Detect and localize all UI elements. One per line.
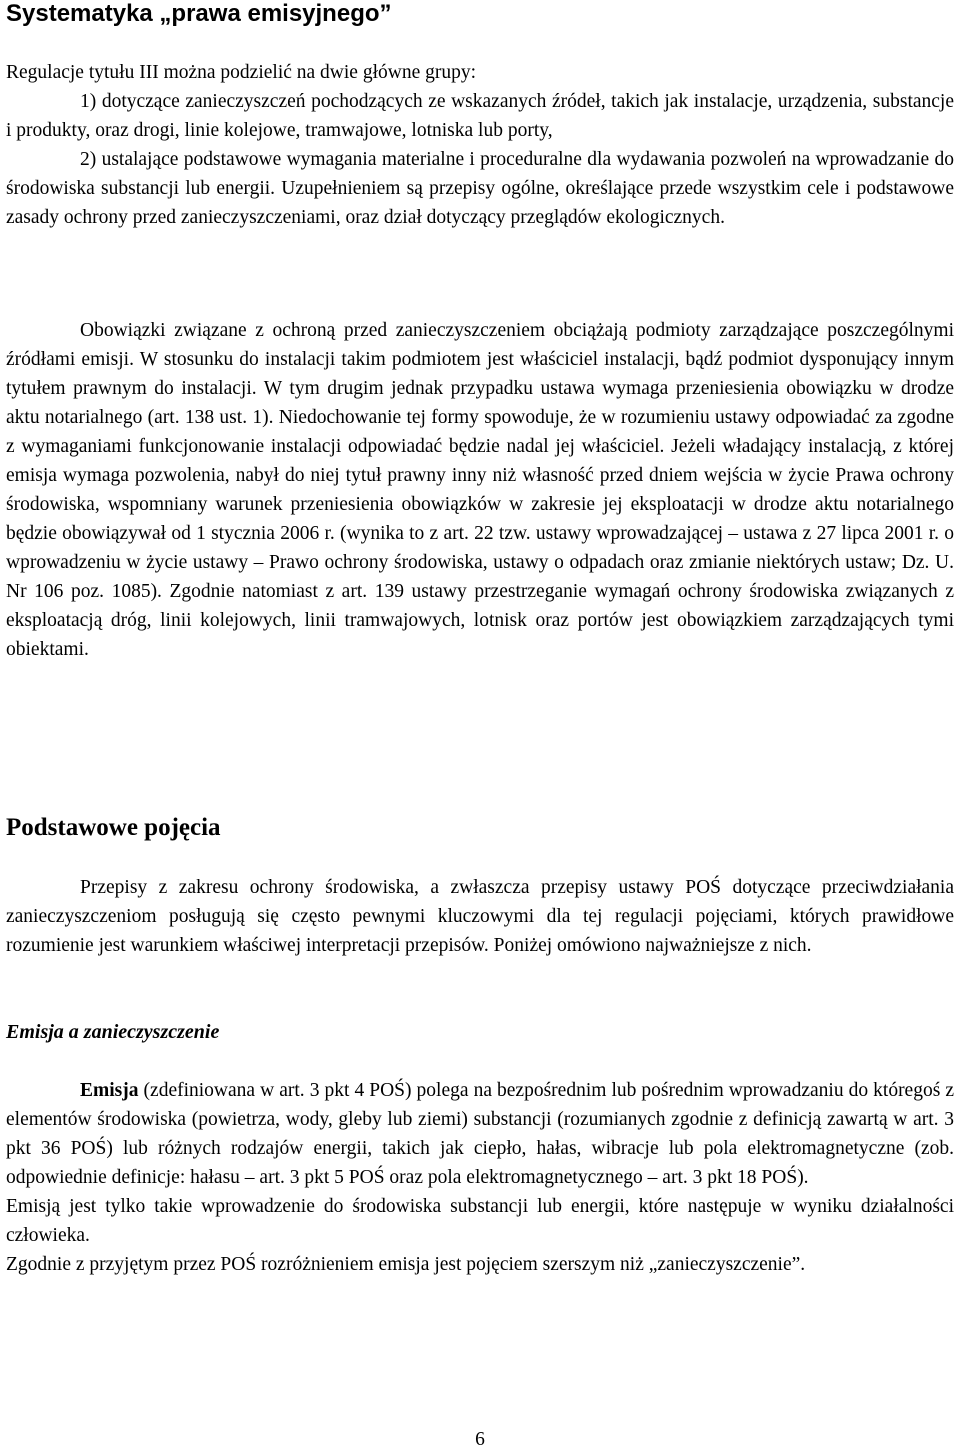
concepts-paragraph: Przepisy z zakresu ochrony środowiska, a zwłaszcza przepisy ustawy POŚ dotyczące przeciwdziałania zanieczyszczeniom posługują się często pewnymi kluczowymi dla tej regulacji pojęciami, których prawidłowe rozumienie jest warunkiem właściwej interpretacji przepisów. Poniżej omówiono najważniejsze z nich. (6, 877, 954, 956)
obligations-paragraph-block (6, 316, 954, 664)
section-systematyka (6, 0, 954, 28)
obligations-paragraph: Obowiązki związane z ochroną przed zanieczyszczeniem obciążają podmioty zarządzające poszczególnymi źródłami emisji. W stosunku do instalacji takim podmiotem jest właściciel instalacji, bądź podmiot dysponujący innym tytułem prawnym do instalacji. W tym drugim jednak przypadku ustawa wymaga przeniesienia obowiązku w drodze aktu notarialnego (art. 138 ust. 1). Niedochowanie tej formy spowoduje, że w rozumieniu ustawy odpowiadać za zgodne z wymaganiami funkcjonowanie instalacji odpowiadać będzie nadal jej właściciel. Jeżeli władający instalacją, z której emisja wymaga pozwolenia, nabył do niej tytuł prawny inny niż własność przed dniem wejścia w życie Prawa ochrony środowiska, wspomniany warunek przeniesienia obowiązków w zakresie jej eksploatacji w drodze aktu notarialnego będzie obowiązywał od 1 stycznia 2006 r. (wynika to z art. 22 tzw. ustawy wprowadzającej – ustawa z 27 lipca 2001 r. o wprowadzeniu w życie ustawy – Prawo ochrony środowiska, ustawy o odpadach oraz zmianie niektórych ustaw; Dz. U. Nr 106 poz. 1085). Zgodnie natomiast z art. 139 ustawy przestrzeganie wymagań ochrony środowiska związanych z eksploatacją dróg, linii kolejowych, linii tramwajowych, lotnisk oraz portów jest obowiązkiem zarządzających tymi obiektami. (6, 320, 954, 660)
concepts-paragraph-block (6, 873, 954, 960)
section-title: Podstawowe pojęcia (6, 814, 221, 841)
subsection-title: Emisja a zanieczyszczenie (6, 1021, 220, 1043)
term-emisja: Emisja (80, 1080, 139, 1101)
emission-definition-block (6, 1076, 954, 1279)
page-number: 6 (475, 1429, 485, 1450)
section-systematyka-body (6, 58, 954, 232)
emission-sentence-3: Zgodnie z przyjętym przez POŚ rozróżnieniem emisja jest pojęciem szerszym niż „zanieczyszczenie”. (6, 1254, 806, 1275)
emission-definition-paragraph (6, 1076, 954, 1192)
section-title: Systematyka „prawa emisyjnego” (6, 0, 392, 27)
emission-definition-text: (zdefiniowana w art. 3 pkt 4 POŚ) polega na bezpośrednim lub pośrednim wprowadzaniu do któregoś z elementów środowiska (powietrza, wody, gleby lub ziemi) substancji (rozumianych zgodnie z definicją zawartą w art. 3 pkt 36 POŚ) lub różnych rodzajów energii, takich jak ciepło, hałas, wibracje lub pola elektromagnetyczne (zob. odpowiednie definicje: hałasu – art. 3 pkt 5 POŚ oraz pola elektromagnetycznego – art. 3 pkt 18 POŚ). (6, 1080, 954, 1188)
intro-paragraph: Regulacje tytułu III można podzielić na dwie główne grupy: (6, 62, 477, 83)
emission-sentence-2: Emisją jest tylko takie wprowadzenie do środowiska substancji lub energii, które następuje w wyniku działalności człowieka. (6, 1196, 954, 1246)
section-podstawowe-pojecia (6, 813, 954, 842)
section-emisja (6, 1018, 954, 1046)
list-item-2: 2) ustalające podstawowe wymagania materialne i proceduralne dla wydawania pozwoleń na wprowadzanie do środowiska substancji lub energii. Uzupełnieniem są przepisy ogólne, określające przede wszystkim cele i podstawowe zasady ochrony przed zanieczyszczeniami, oraz dział dotyczący przeglądów ekologicznych. (6, 149, 954, 228)
list-item-1: 1) dotyczące zanieczyszczeń pochodzących ze wskazanych źródeł, takich jak instalacje, urządzenia, substancje i produkty, oraz drogi, linie kolejowe, tramwajowe, lotniska lub porty, (6, 91, 954, 141)
